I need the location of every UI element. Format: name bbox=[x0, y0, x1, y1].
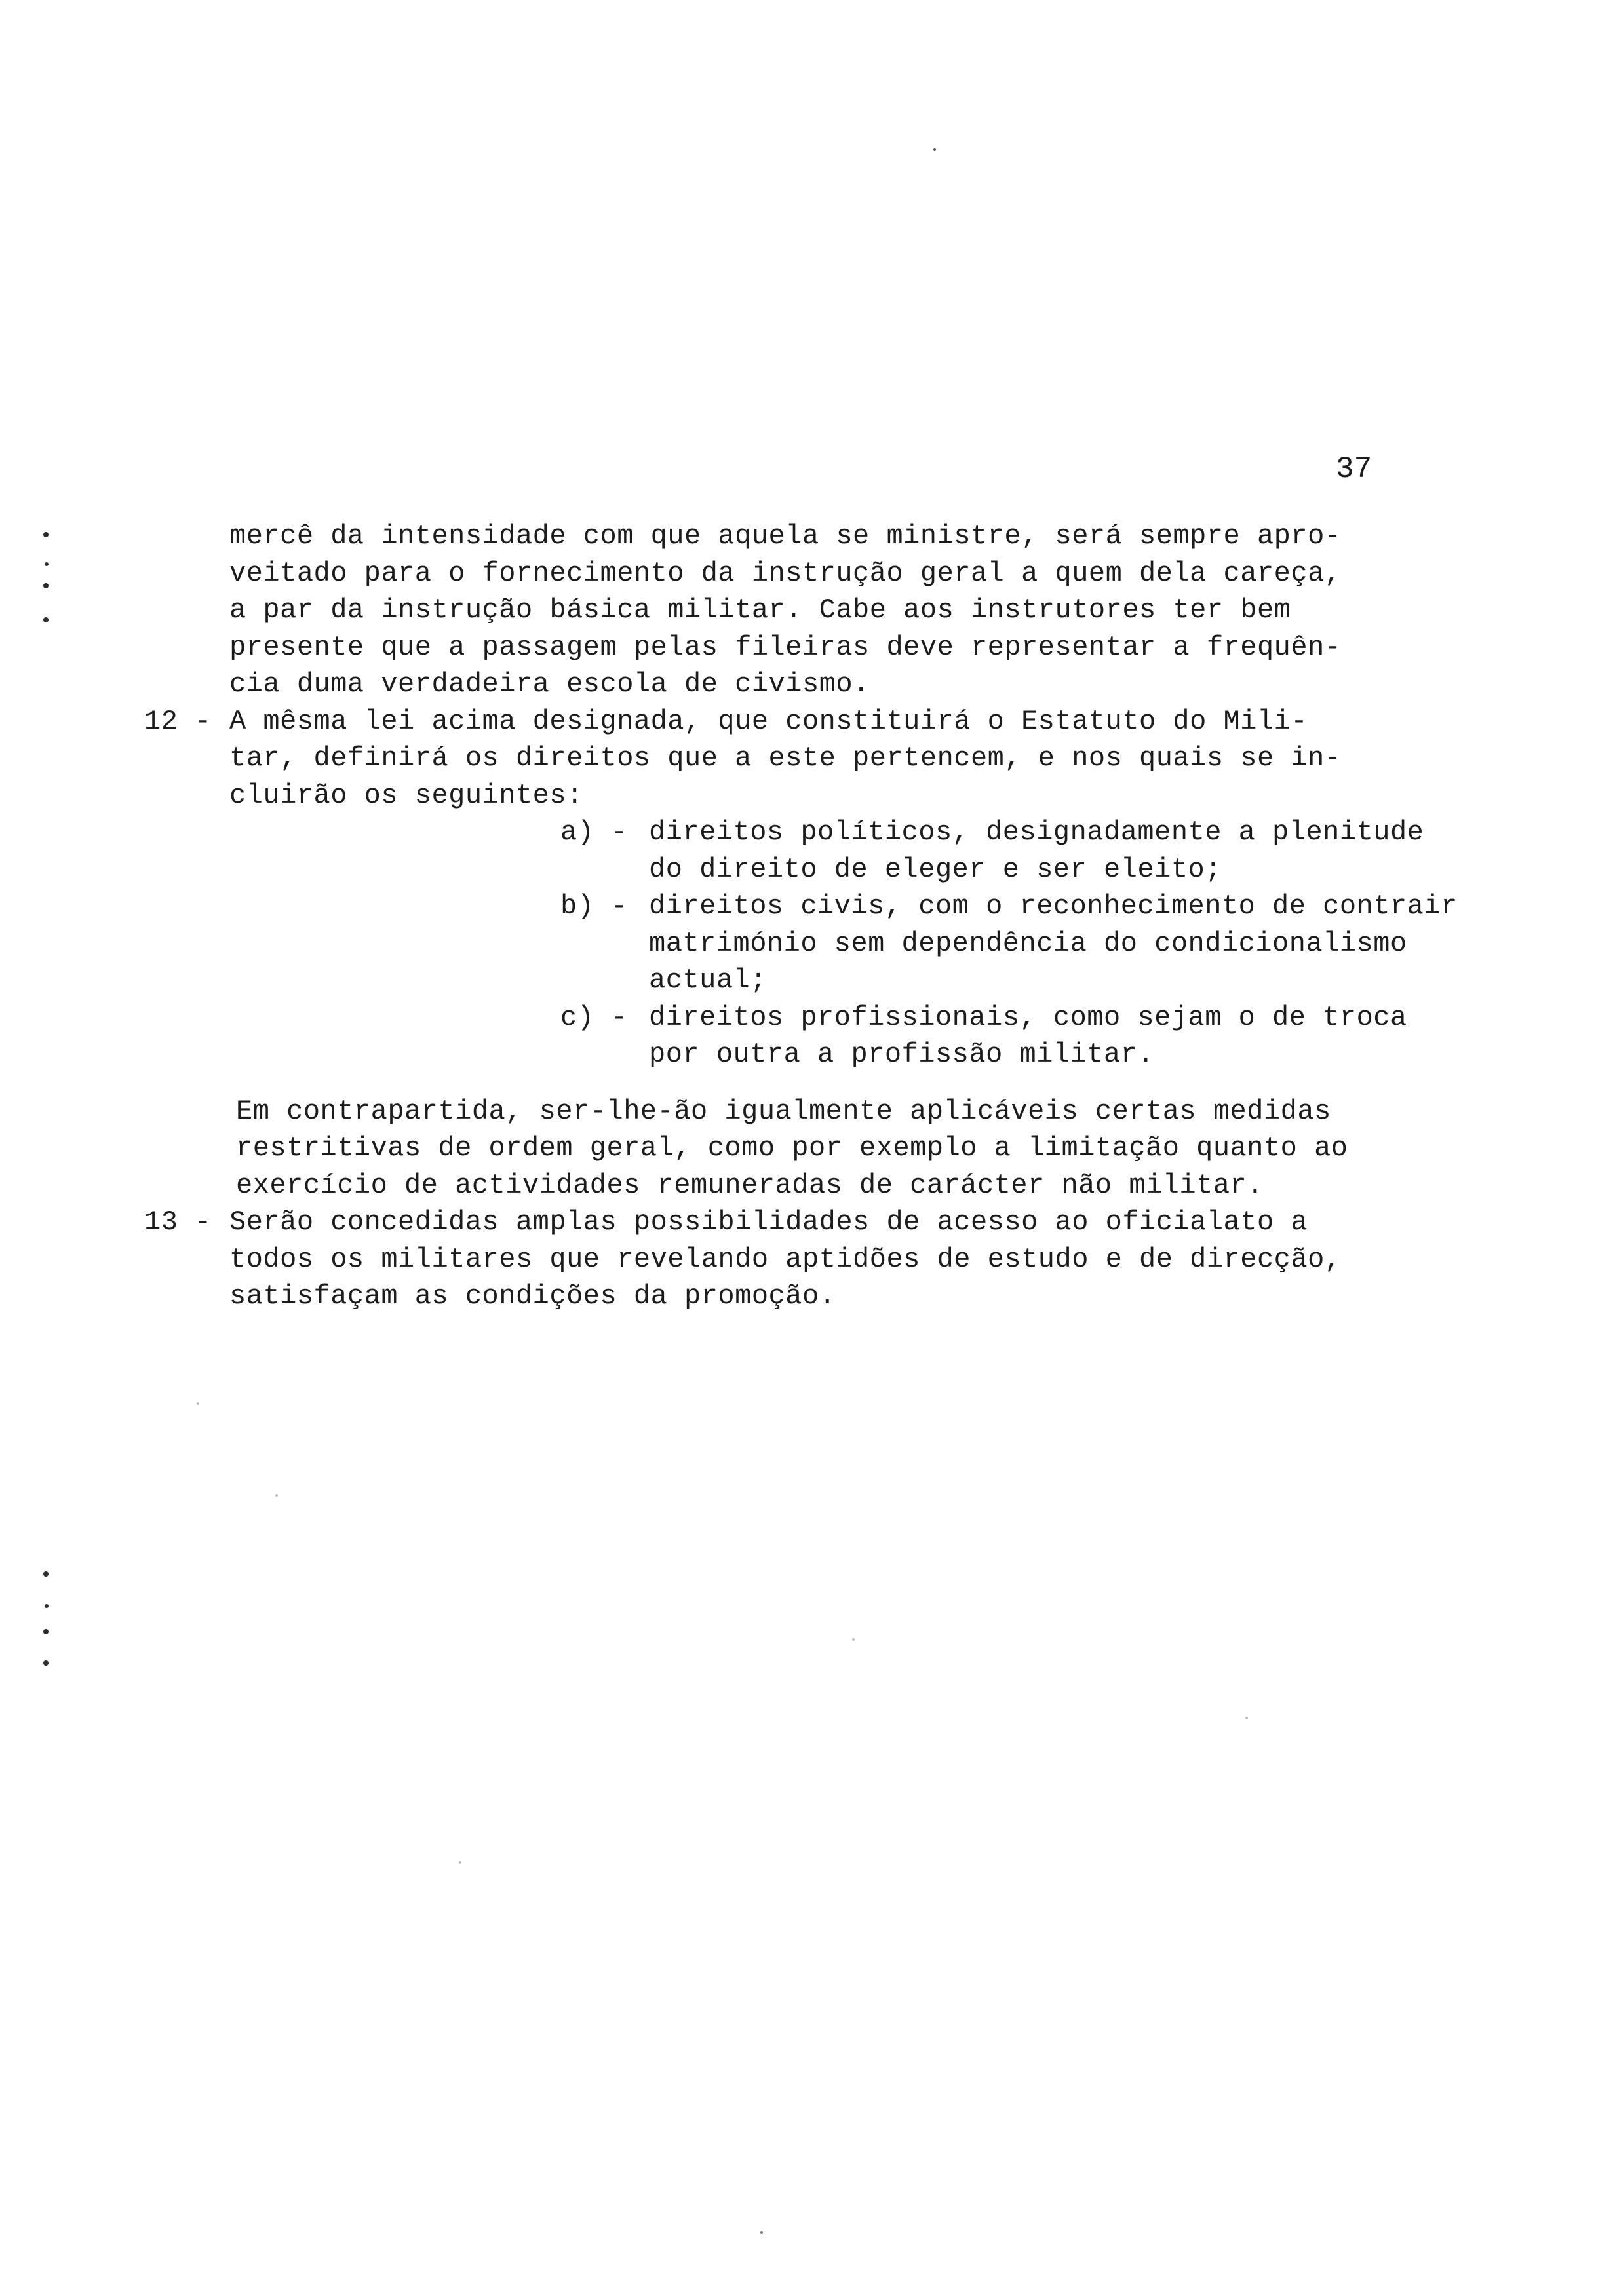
item-label: a) - bbox=[560, 816, 628, 848]
margin-mark bbox=[43, 1571, 49, 1577]
text-line: direitos políticos, designadamente a plenitude bbox=[649, 816, 1424, 848]
margin-mark bbox=[43, 532, 49, 537]
text-line: presente que a passagem pelas fileiras deve representar a frequên- bbox=[229, 631, 1342, 663]
scan-speck bbox=[275, 1494, 278, 1497]
counterpart-paragraph bbox=[229, 1093, 1547, 1204]
text-line: cluirão os seguintes: bbox=[229, 779, 583, 811]
margin-mark bbox=[45, 1604, 49, 1608]
text-line: a par da instrução básica militar. Cabe aos instrutores ter bem bbox=[229, 594, 1291, 626]
section-12 bbox=[144, 703, 1547, 1204]
margin-mark bbox=[45, 562, 49, 566]
text-line: satisfaçam as condições da promoção. bbox=[229, 1280, 836, 1312]
margin-mark bbox=[43, 617, 49, 622]
text-line: Em contrapartida, ser-lhe-ão igualmente aplicáveis certas medidas bbox=[236, 1095, 1331, 1127]
scan-speck bbox=[459, 1861, 461, 1864]
text-line: veitado para o fornecimento da instrução geral a quem dela careça, bbox=[229, 557, 1342, 589]
text-line: actual; bbox=[649, 965, 767, 996]
section-number: 13 - bbox=[144, 1206, 212, 1238]
list-item-c bbox=[229, 999, 1547, 1073]
margin-mark bbox=[43, 1660, 49, 1666]
list-item-b bbox=[229, 888, 1547, 999]
intro-paragraph bbox=[229, 518, 1547, 703]
section-number: 12 - bbox=[144, 705, 212, 737]
spacer bbox=[229, 1073, 1547, 1093]
text-line: matrimónio sem dependência do condicionalismo bbox=[649, 927, 1407, 959]
text-line: tar, definirá os direitos que a este pertencem, e nos quais se in- bbox=[229, 742, 1342, 774]
text-line: direitos profissionais, como sejam o de troca bbox=[649, 1001, 1407, 1033]
scan-speck bbox=[852, 1638, 855, 1641]
text-line: mercê da intensidade com que aquela se ministre, será sempre apro- bbox=[229, 520, 1342, 552]
scan-speck bbox=[933, 148, 936, 151]
document-body bbox=[144, 518, 1547, 1315]
scan-speck bbox=[1245, 1717, 1248, 1719]
text-line: A mêsma lei acima designada, que constituirá o Estatuto do Mili- bbox=[229, 705, 1308, 737]
text-line: Serão concedidas amplas possibilidades de acesso ao oficialato a bbox=[229, 1206, 1308, 1238]
text-line: direitos civis, com o reconhecimento de contrair bbox=[649, 890, 1458, 922]
item-label: c) - bbox=[560, 1001, 628, 1033]
scan-speck bbox=[760, 2231, 763, 2234]
text-line: exercício de actividades remuneradas de carácter não militar. bbox=[236, 1169, 1264, 1201]
item-label: b) - bbox=[560, 890, 628, 922]
text-line: restritivas de ordem geral, como por exemplo a limitação quanto ao bbox=[236, 1132, 1348, 1164]
text-line: cia duma verdadeira escola de civismo. bbox=[229, 668, 870, 700]
margin-mark bbox=[43, 583, 49, 588]
section-13 bbox=[144, 1204, 1547, 1315]
scan-speck bbox=[197, 1402, 199, 1405]
list-item-a bbox=[229, 814, 1547, 888]
text-line: todos os militares que revelando aptidões de estudo e de direcção, bbox=[229, 1243, 1342, 1275]
text-line: por outra a profissão militar. bbox=[649, 1039, 1155, 1070]
text-line: do direito de eleger e ser eleito; bbox=[649, 853, 1222, 885]
page-number: 37 bbox=[1336, 452, 1372, 486]
margin-mark bbox=[43, 1629, 49, 1634]
